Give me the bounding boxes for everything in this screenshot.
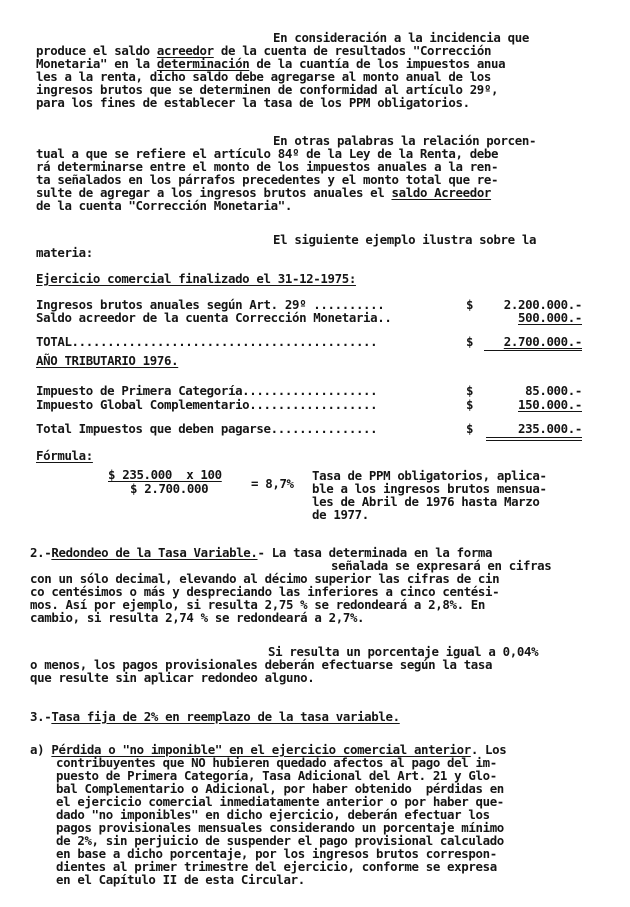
formula-desc-2: ble a los ingresos brutos mensua-	[312, 481, 547, 496]
sec2-line-6: cambio, si resulta 2,74 % se redondeará a 2,7%.	[30, 610, 365, 625]
p2-line-4: ta señalados en los párrafos precedentes y el monto total que re-	[36, 172, 499, 187]
p3-line-1: El siguiente ejemplo ilustra sobre la	[273, 232, 537, 247]
total-currency: $	[466, 334, 474, 349]
formula-desc-3: les de Abril de 1976 hasta Marzo	[312, 494, 540, 509]
sec2-number: 2.-	[30, 545, 52, 560]
row1-label: Ingresos brutos anuales según Art. 29º ..........	[36, 297, 385, 312]
tax2-currency: $	[466, 397, 474, 412]
sec2-line-1-b: - La tasa determinada en la forma	[257, 545, 493, 560]
p1-line-2-a: produce el saldo	[36, 43, 157, 58]
tax-total-label: Total Impuestos que deben pagarse...............	[36, 421, 378, 436]
total-double-underline	[484, 350, 582, 351]
sec3-a-line-2: contribuyentes que NO hubieren quedado afectos al pago del im-	[56, 755, 497, 770]
sec2-p2-line-2: o menos, los pagos provisionales deberán efectuarse según la tasa	[30, 657, 493, 672]
tax-total-currency: $	[466, 421, 474, 436]
formula-numerator: $ 235.000 x 100	[108, 467, 222, 482]
sec3-heading	[30, 710, 400, 723]
sec3-title: Tasa fija de 2% en reemplazo de la tasa variable.	[51, 709, 400, 724]
tax2-amount: 150.000.-	[518, 397, 582, 412]
sec3-number: 3.-	[30, 709, 52, 724]
sec3-a-line-4: bal Complementario o Adicional, por haber obtenido pérdidas en	[56, 781, 504, 796]
sec2-p2-line-1: Si resulta un porcentaje igual a 0,04%	[268, 644, 539, 659]
p1-line-1: En consideración a la incidencia que	[273, 30, 529, 45]
p1-term-determinacion: determinación	[156, 56, 250, 71]
formula-desc-4: de 1977.	[312, 507, 369, 522]
tax1-amount: 85.000.-	[525, 383, 582, 398]
p1-line-6: para los fines de establecer la tasa de los PPM obligatorios.	[36, 95, 470, 110]
sec3-a-line-10: dientes al primer trimestre del ejercicio, conforme se expresa	[56, 859, 497, 874]
sec3-a-title: Pérdida o "no imponible" en el ejercicio comercial anterior	[51, 742, 471, 757]
p2-line-2: tual a que se refiere el artículo 84º de la Ley de la Renta, debe	[36, 146, 499, 161]
sec3-a-line-9: en base a dicho porcentaje, por los ingresos brutos correspon-	[56, 846, 497, 861]
row2-label: Saldo acreedor de la cuenta Corrección Monetaria..	[36, 310, 392, 325]
example-heading: Ejercicio comercial finalizado el 31-12-1975:	[36, 271, 356, 286]
tax1-currency: $	[466, 383, 474, 398]
sec3-a-line-6: dado "no imponibles" en dicho ejercicio, deberán efectuar los	[56, 807, 490, 822]
p2-line-6: de la cuenta "Corrección Monetaria".	[36, 198, 292, 213]
tax2-label: Impuesto Global Complementario..................	[36, 397, 378, 412]
formula-label: Fórmula:	[36, 448, 93, 463]
tax-total-amount: 235.000.-	[518, 421, 582, 436]
p1-line-5: ingresos brutos que se determinen de conformidad al artículo 29º,	[36, 82, 499, 97]
tax-total-underline-2	[486, 440, 582, 441]
p1-line-3-b: de la cuantía de los impuestos anua	[249, 56, 506, 71]
sec2-title: Redondeo de la Tasa Variable.	[51, 545, 258, 560]
total-label: TOTAL...........................................	[36, 334, 378, 349]
p2-term-saldo-acreedor: saldo Acreedor	[391, 185, 492, 200]
sec2-line-5: mos. Así por ejemplo, si resulta 2,75 % se redondeará a 2,8%. En	[30, 597, 486, 612]
p1-line-4: les a la renta, dicho saldo debe agregarse al monto anual de los	[36, 69, 492, 84]
sec3-a-line-7: pagos provisionales mensuales considerando un porcentaje mínimo	[56, 820, 504, 835]
sec2-p2-line-3: que resulte sin aplicar redondeo alguno.	[30, 670, 315, 685]
row1-amount: 2.200.000.-	[503, 297, 582, 312]
sec3-a-line-3: puesto de Primera Categoría, Tasa Adicional del Art. 21 y Glo-	[56, 768, 497, 783]
p2-line-3: rá determinarse entre el monto de los impuestos anuales a la ren-	[36, 159, 499, 174]
p3-line-2: materia:	[36, 245, 93, 260]
year-heading: AÑO TRIBUTARIO 1976.	[36, 353, 179, 368]
sec3-a-line-1-b: . Los	[470, 742, 507, 757]
total-amount: 2.700.000.-	[503, 334, 582, 349]
p1-line-2-b: de la cuenta de resultados "Corrección	[213, 43, 492, 58]
sec2-line-4: co centésimos o más y despreciando las inferiores a cinco centési-	[30, 584, 500, 599]
sec3-a-line-11: en el Capítulo II de esta Circular.	[56, 872, 305, 887]
row1-currency: $	[466, 297, 474, 312]
sec2-line-2: señalada se expresará en cifras	[331, 558, 552, 573]
p1-term-acreedor: acreedor	[156, 43, 214, 58]
row2-amount: 500.000.-	[518, 310, 582, 325]
sec3-a-marker: a)	[30, 742, 52, 757]
p1-line-3-a: Monetaria" en la	[36, 56, 157, 71]
formula-desc-1: Tasa de PPM obligatorios, aplica-	[312, 468, 547, 483]
p2-line-1: En otras palabras la relación porcen-	[273, 133, 537, 148]
sec3-a-line-8: de 2%, sin perjuicio de suspender el pago provisional calculado	[56, 833, 504, 848]
formula-denominator: $ 2.700.000	[130, 481, 209, 496]
formula-result: = 8,7%	[251, 476, 294, 491]
p2-line-5-a: sulte de agregar a los ingresos brutos anuales el	[36, 185, 392, 200]
sec3-a-line-5: el ejercicio comercial inmediatamente anterior o por haber que-	[56, 794, 504, 809]
tax1-label: Impuesto de Primera Categoría...................	[36, 383, 378, 398]
sec2-line-3: con un sólo decimal, elevando al décimo superior las cifras de cin	[30, 571, 500, 586]
tax-total-underline-1	[486, 437, 582, 438]
